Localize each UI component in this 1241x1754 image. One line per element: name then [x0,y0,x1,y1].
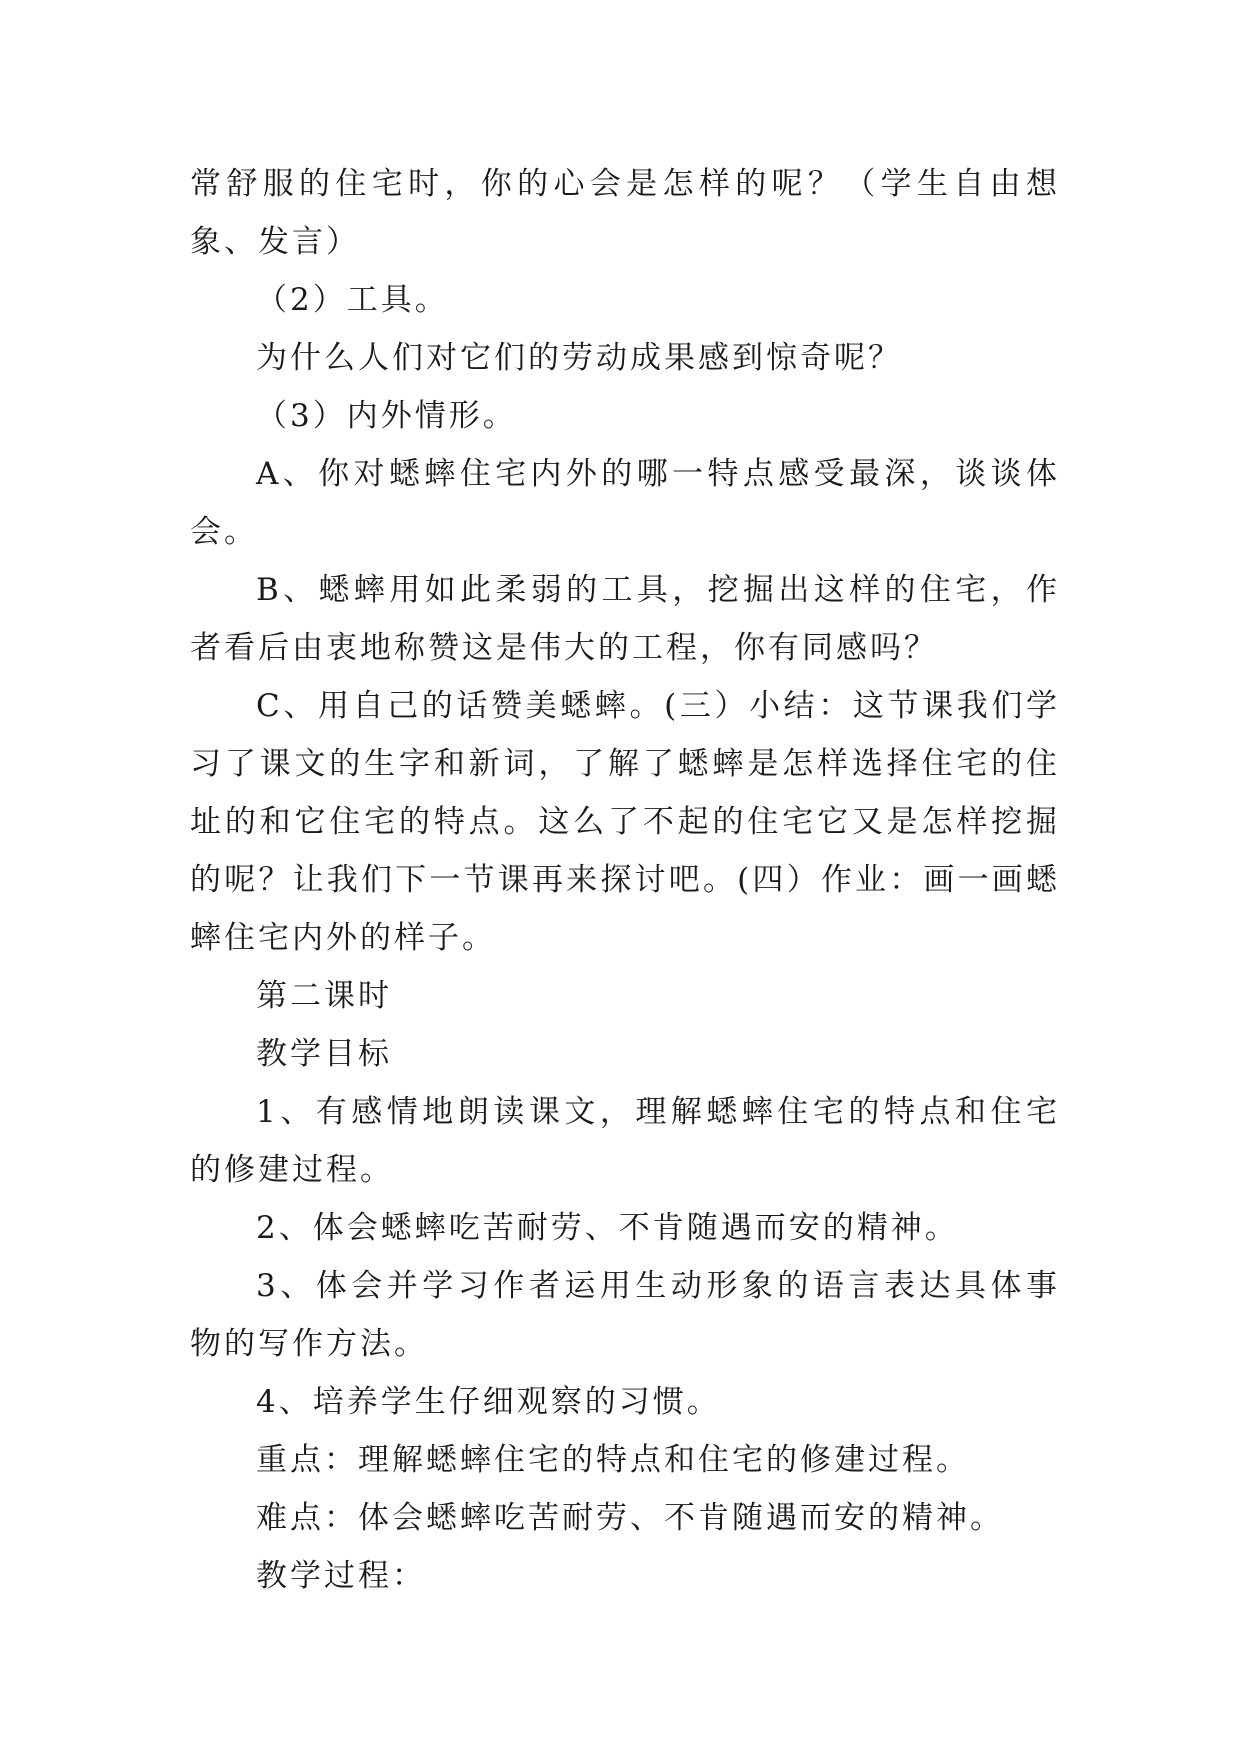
section-heading-objectives: 教学目标 [256,1036,392,1072]
paragraph-tools-heading: （2）工具。 [256,282,449,318]
paragraph-item-b: B、蟋蟀用如此柔弱的工具，挖掘出这样的住宅，作者看后由衷地称赞这是伟大的工程，你有同感吗？ [190,572,1060,666]
paragraph-item-a: A、你对蟋蟀住宅内外的哪一特点感受最深，谈谈体会。 [190,456,1060,550]
objective-item-3: 3、体会并学习作者运用生动形象的语言表达具体事物的写作方法。 [190,1268,1060,1362]
section-heading-process: 教学过程： [256,1558,426,1594]
objective-item-2: 2、体会蟋蟀吃苦耐劳、不肯随遇而安的精神。 [256,1210,959,1246]
paragraph-item-c-summary: C、用自己的话赞美蟋蟀。(三）小结：这节课我们学习了课文的生字和新词，了解了蟋蟀是怎样选择住宅的住址的和它住宅的特点。这么了不起的住宅它又是怎样挖掘的呢？让我们下一节课再来探讨吧。(四）作业：画一画蟋蟀住宅内外的样子。 [190,688,1060,956]
objective-item-4: 4、培养学生仔细观察的习惯。 [256,1384,721,1420]
paragraph-continuation: 常舒服的住宅时，你的心会是怎样的呢？（学生自由想象、发言） [190,166,1060,260]
key-point: 重点：理解蟋蟀住宅的特点和住宅的修建过程。 [256,1442,970,1478]
paragraph-inside-outside-heading: （3）内外情形。 [256,398,517,434]
paragraph-question: 为什么人们对它们的劳动成果感到惊奇呢？ [256,340,902,376]
difficult-point: 难点：体会蟋蟀吃苦耐劳、不肯随遇而安的精神。 [256,1500,1004,1536]
objective-item-1: 1、有感情地朗读课文，理解蟋蟀住宅的特点和住宅的修建过程。 [190,1094,1060,1188]
section-heading-second-lesson: 第二课时 [256,978,392,1014]
document-page [190,155,1060,1605]
